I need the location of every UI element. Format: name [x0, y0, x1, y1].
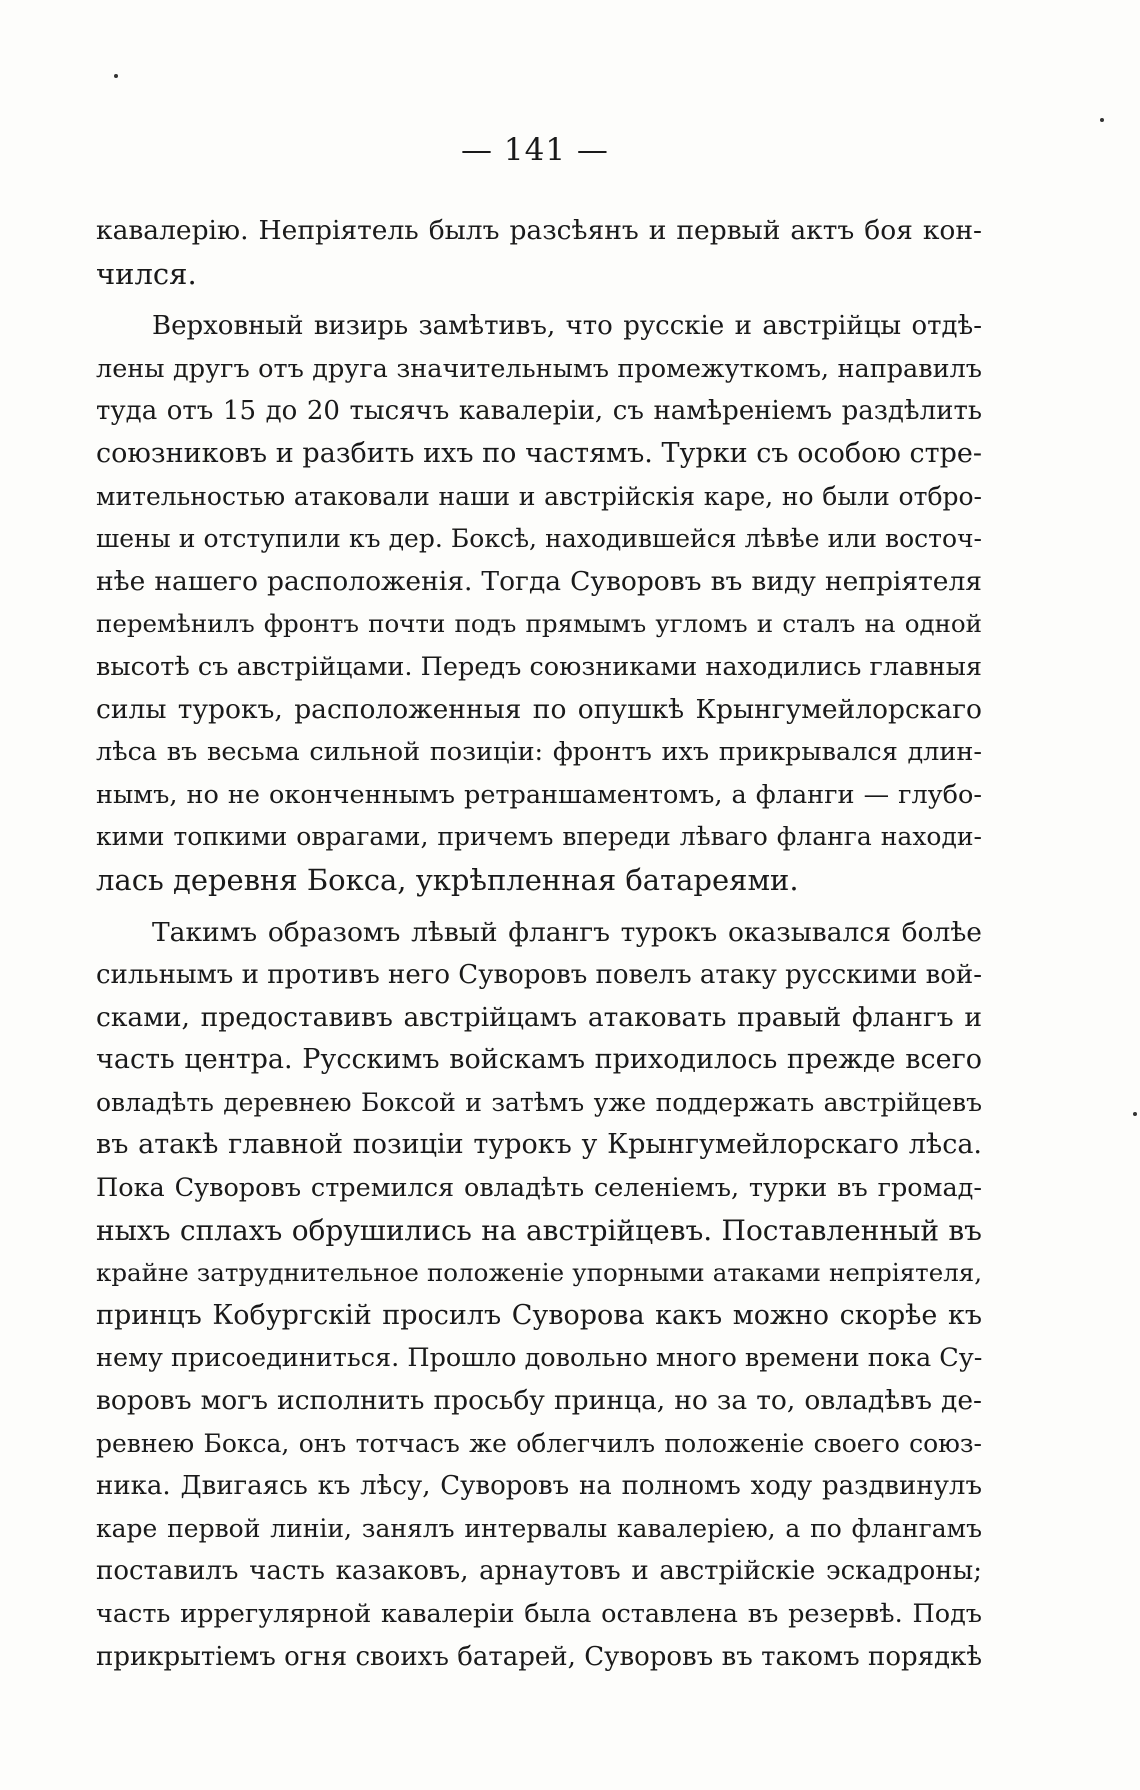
text-line: мительностью атаковали наши и австрійскія каре, но были отбро-	[96, 481, 982, 511]
text-line: сильнымъ и противъ него Суворовъ повелъ атаку русскими вой-	[96, 960, 982, 991]
print-speck	[1100, 118, 1104, 122]
text-line: принцъ Кобургскій просилъ Суворова какъ можно скорѣе къ	[96, 1299, 982, 1331]
text-line: кавалерію. Непріятель былъ разсѣянъ и первый актъ боя кон-	[96, 215, 982, 246]
text-line: лась деревня Бокса, укрѣпленная батареями.	[96, 862, 799, 897]
text-line: высотѣ съ австрійцами. Передъ союзниками находились главныя	[96, 651, 982, 682]
text-line: нымъ, но не оконченнымъ ретраншаментомъ, а фланги — глубо-	[96, 779, 982, 810]
print-speck	[114, 74, 118, 78]
text-line: перемѣнилъ фронтъ почти подъ прямымъ угломъ и сталъ на одной	[96, 609, 982, 639]
body-text	[96, 210, 982, 1678]
paragraph-3	[96, 912, 982, 1679]
text-line: часть иррегулярной кавалеріи была оставлена въ резервѣ. Подъ	[96, 1599, 982, 1629]
text-line: въ атакѣ главной позиціи турокъ у Крынгумейлорскаго лѣса.	[96, 1129, 982, 1161]
text-line: лѣса въ весьма сильной позиціи: фронтъ ихъ прикрывался длин-	[96, 737, 982, 768]
text-line: лены другъ отъ друга значительнымъ промежуткомъ, направилъ	[96, 353, 982, 384]
text-line: силы турокъ, расположенныя по опушкѣ Крынгумейлорскаго	[96, 693, 982, 725]
paragraph-2	[96, 305, 982, 901]
page-number: — 141 —	[461, 132, 609, 168]
text-line: сками, предоставивъ австрійцамъ атаковать правый флангъ и	[96, 1001, 982, 1033]
text-line: ника. Двигаясь къ лѣсу, Суворовъ на полномъ ходу раздвинулъ	[96, 1471, 982, 1502]
text-line: чился.	[96, 256, 197, 291]
text-line: нему присоединиться. Прошло довольно много времени пока Су-	[96, 1343, 983, 1374]
text-line: часть центра. Русскимъ войскамъ приходилось прежде всего	[96, 1044, 982, 1076]
text-line: крайне затруднительное положеніе упорными атаками непріятеля,	[96, 1258, 982, 1288]
paragraph-1	[96, 210, 982, 295]
print-speck	[1133, 1112, 1137, 1116]
text-line: кими топкими оврагами, причемъ впереди лѣваго фланга находи-	[96, 822, 982, 852]
text-line: Пока Суворовъ стремился овладѣть селеніемъ, турки въ громад-	[96, 1173, 982, 1204]
text-line: ревнею Бокса, онъ тотчасъ же облегчилъ положеніе своего союз-	[96, 1428, 982, 1458]
text-line: ныхъ сплахъ обрушились на австрійцевъ. Поставленный въ	[96, 1213, 982, 1247]
text-line: воровъ могъ исполнить просьбу принца, но за то, овладѣвъ де-	[96, 1385, 982, 1417]
text-line: шены и отступили къ дер. Боксѣ, находившейся лѣвѣе или восточ-	[96, 524, 982, 554]
text-line: поставилъ часть казаковъ, арнаутовъ и австрійскіе эскадроны;	[96, 1556, 982, 1587]
text-line: нѣе нашего расположенія. Тогда Суворовъ въ виду непріятеля	[96, 565, 982, 597]
text-line: Верховный визирь замѣтивъ, что русскіе и австрійцы отдѣ-	[152, 311, 982, 342]
text-line: прикрытіемъ огня своихъ батарей, Суворовъ въ такомъ порядкѣ	[96, 1641, 982, 1672]
text-line: овладѣть деревнею Боксой и затѣмъ уже поддержать австрійцевъ	[96, 1087, 982, 1117]
text-line: Такимъ образомъ лѣвый флангъ турокъ оказывался болѣе	[152, 916, 982, 948]
text-line: союзниковъ и разбить ихъ по частямъ. Турки съ особою стре-	[96, 437, 982, 469]
text-line: каре первой линіи, занялъ интервалы кавалеріею, а по флангамъ	[96, 1513, 982, 1543]
text-line: туда отъ 15 до 20 тысячъ кавалеріи, съ намѣреніемъ раздѣлить	[96, 396, 982, 427]
